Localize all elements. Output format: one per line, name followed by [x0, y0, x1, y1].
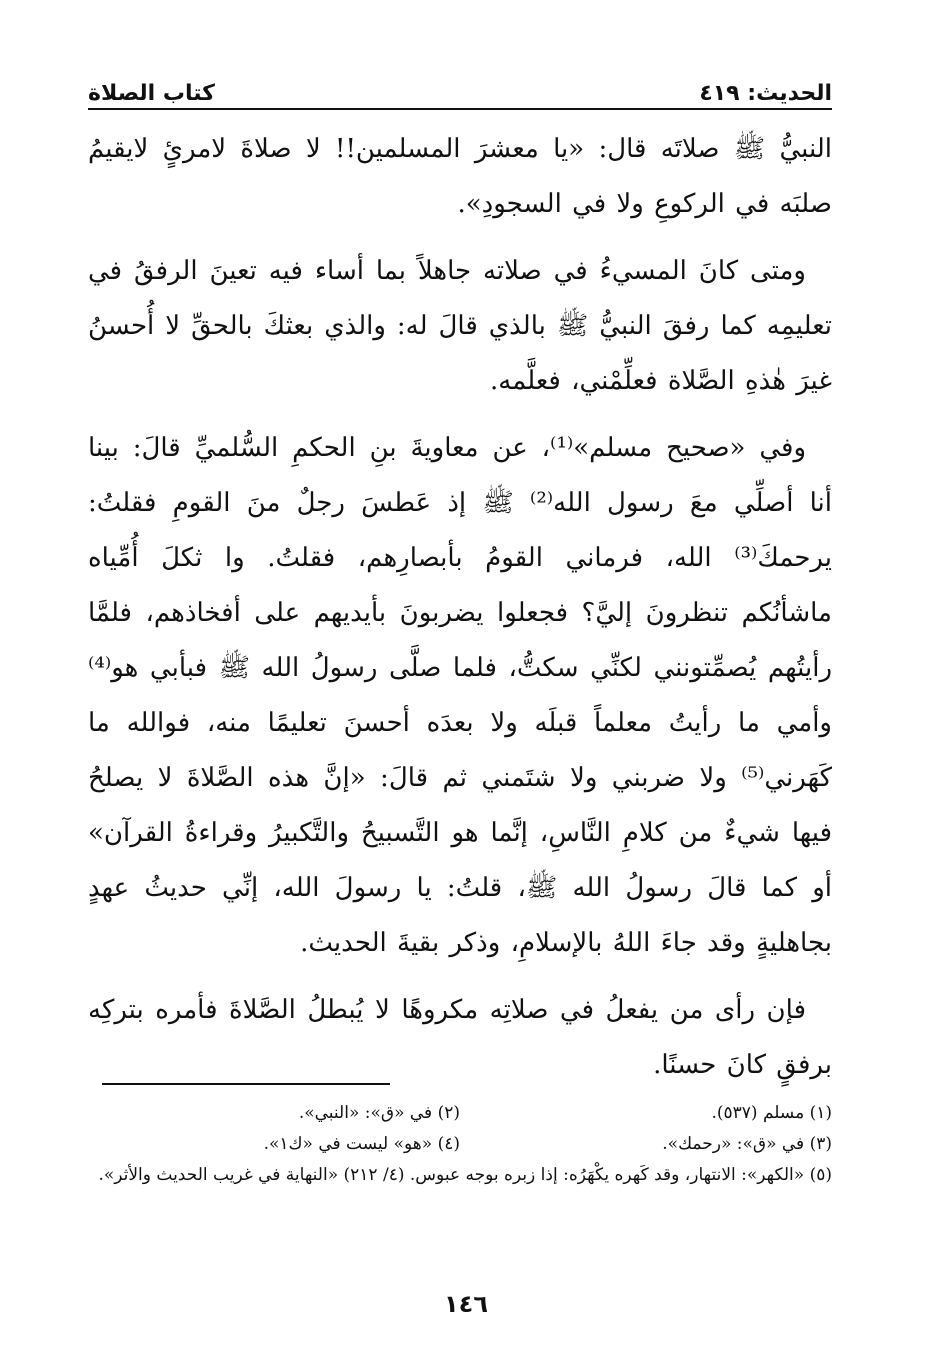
footnote-3: (٣) في «ق»: «رحمك».: [662, 1134, 832, 1154]
footnote-divider: [102, 1083, 390, 1085]
page-number: ١٤٦: [444, 1290, 488, 1318]
footnote-2: (٢) في «ق»: «النبي».: [298, 1103, 460, 1123]
paragraph-2: ومتى كانَ المسيءُ في صلاته جاهلاً بما أساء فيه تعينَ الرفقُ في تعليمِه كما رفقَ النبيُّ ﷺ بالذي قالَ له: والذي بعثكَ بالحقِّ لا أُحسنُ غيرَ هٰذهِ الصَّلاة فعلِّمْني، فعلَّمه.: [88, 256, 832, 396]
header-divider: [88, 108, 832, 110]
paragraph-3: وفي «صحيح مسلم»⁽¹⁾، عن معاويةَ بنِ الحكمِ السُّلميِّ قالَ: بينا أنا أصلِّي معَ رسول الله⁽²⁾ ﷺ إذ عَطسَ رجلٌ منَ القومِ فقلتُ: يرحمكَ⁽³⁾ الله، فرماني القومُ بأبصارِهم، فقلتُ. وا ثكلَ أُمِّياه ماشأنُكم تنظرونَ إليَّ؟ فجعلوا يضربونَ بأيديهم على أفخاذهم، فلمَّا رأيتُهم يُصمِّتونني لكنِّي سكتُّ، فلما صلَّى رسولُ الله ﷺ فبأبي هو⁽⁴⁾ وأمي ما رأيتُ معلماً قبلَه ولا بعدَه أحسنَ تعليمًا منه، فوالله ما كَهَرني⁽⁵⁾ ولا ضربني ولا شتَمني ثم قالَ: «إنَّ هذه الصَّلاةَ لا يصلحُ فيها شيءٌ من كلامِ النَّاسِ، إنَّما هو التَّسبيحُ والتَّكبيرُ وقراءةُ القرآن» أو كما قالَ رسولُ الله ﷺ، قلتُ: يا رسولَ الله، إنِّي حديثُ عهدٍ بجاهليةٍ وقد جاءَ اللهُ بالإسلامِ، وذكر بقيةَ الحديث.: [88, 433, 833, 958]
footnote-row: [88, 1129, 832, 1160]
paragraph-4: فإن رأى من يفعلُ في صلاتِه مكروهًا لا يُبطلُ الصَّلاةَ فأمره بتركِه برفقٍ كانَ حسنًا.: [88, 995, 832, 1080]
book-title-heading: كتاب الصلاة: [88, 81, 215, 106]
hadith-number-heading: الحديث: ٤١٩: [699, 81, 832, 106]
footnotes: [88, 1098, 832, 1191]
footnote-row: [88, 1098, 832, 1129]
footnote-4: (٤) «هو» ليست في «ك١».: [263, 1134, 460, 1154]
paragraph-1: النبيُّ ﷺ صلاتَه قال: «يا معشرَ المسلمين!! لا صلاةَ لامرئٍ لايقيمُ صلبَه في الركوعِ ولا في السجودِ».: [88, 134, 832, 219]
footnote-5: (٥) «الكهر»: الانتهار، وقد كَهره يكْهَرُه: إذا زبره بوجه عبوس. (٤/ ٢١٢) «النهاية في غريب الحديث والأثر».: [98, 1165, 832, 1185]
footnote-1: (١) مسلم (٥٣٧).: [711, 1103, 832, 1123]
running-header: [88, 76, 832, 106]
main-text: [88, 122, 832, 1105]
